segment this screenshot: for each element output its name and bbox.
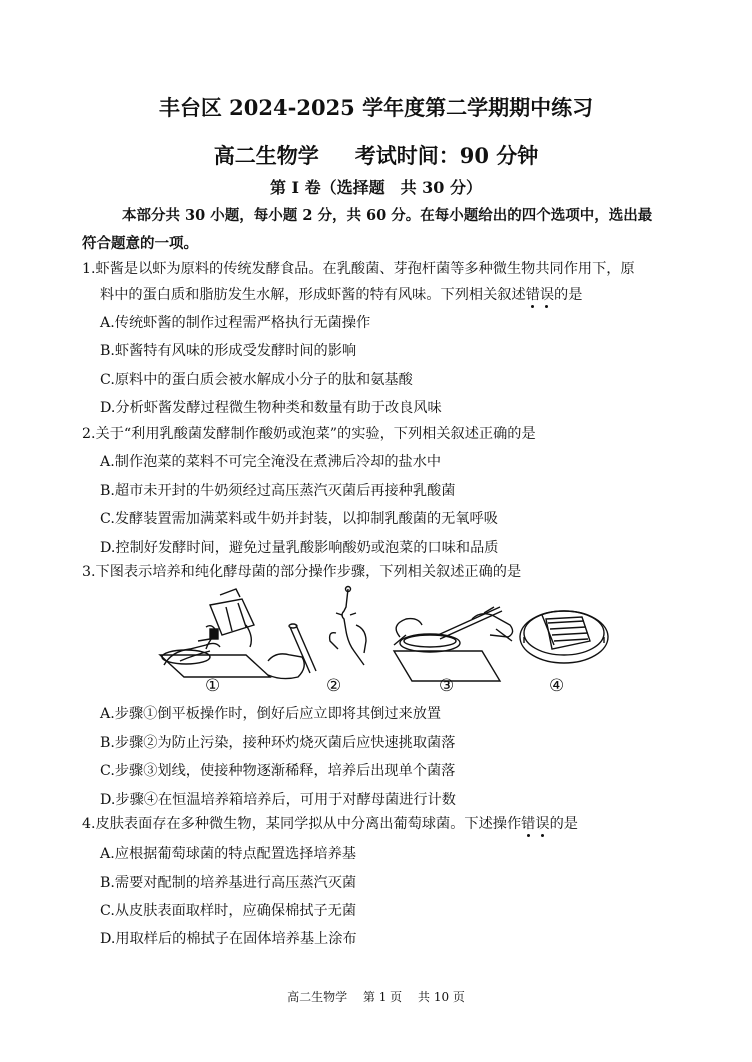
emphasis-char: 错 bbox=[521, 816, 536, 832]
question-3-option-a: A.步骤①倒平板操作时，倒好后应立即将其倒过来放置 bbox=[100, 706, 442, 722]
question-2-option-a: A.制作泡菜的菜料不可完全淹没在煮沸后冷却的盐水中 bbox=[100, 454, 442, 470]
stem-text: 4.皮肤表面存在多种微生物，某同学拟从中分离出葡萄球菌。下述操作 bbox=[82, 816, 522, 832]
exam-subtitle bbox=[0, 140, 752, 170]
footer-page-number: 第 1 页 bbox=[362, 990, 403, 1004]
question-1-stem-line-2 bbox=[100, 285, 582, 305]
question-3-option-d: D.步骤④在恒温培养箱培养后，可用于对酵母菌进行计数 bbox=[100, 792, 456, 808]
figure-label-3: ③ bbox=[439, 676, 455, 696]
figure-label-1: ① bbox=[205, 676, 221, 696]
question-1-option-d: D.分析虾酱发酵过程微生物种类和数量有助于改良风味 bbox=[100, 400, 442, 416]
section-heading: 第 I 卷（选择题 共 30 分） bbox=[269, 178, 483, 197]
footer-total-pages: 共 10 页 bbox=[418, 990, 465, 1004]
instructions-line-2: 符合题意的一项。 bbox=[82, 235, 198, 252]
question-4-option-c: C.从皮肤表面取样时，应确保棉拭子无菌 bbox=[100, 903, 357, 919]
question-4-option-b: B.需要对配制的培养基进行高压蒸汽灭菌 bbox=[100, 875, 357, 891]
exam-title: 丰台区 2024-2025 学年度第二学期期中练习 bbox=[158, 95, 594, 120]
figure-label-2: ② bbox=[326, 676, 342, 696]
figure-label-4: ④ bbox=[549, 676, 565, 696]
inoculating-loop-illustration bbox=[268, 587, 366, 679]
question-1-option-a: A.传统虾酱的制作过程需严格执行无菌操作 bbox=[100, 315, 371, 331]
question-4-option-d: D.用取样后的棉拭子在固体培养基上涂布 bbox=[100, 931, 357, 947]
pour-plate-illustration bbox=[160, 589, 270, 677]
question-2-stem: 2.关于“利用乳酸菌发酵制作酸奶或泡菜”的实验，下列相关叙述正确的是 bbox=[82, 426, 536, 442]
subject-label: 高二生物学 bbox=[213, 143, 319, 168]
emphasis-char: 误 bbox=[535, 816, 550, 832]
instructions-line-1: 本部分共 30 小题，每小题 2 分，共 60 分。在每小题给出的四个选项中，选出最 bbox=[122, 207, 653, 224]
question-4-option-a: A.应根据葡萄球菌的特点配置选择培养基 bbox=[100, 846, 356, 862]
section-instructions bbox=[82, 202, 682, 258]
footer-subject: 高二生物学 bbox=[287, 990, 348, 1004]
question-1-option-b: B.虾酱特有风味的形成受发酵时间的影响 bbox=[100, 343, 357, 359]
question-2-option-b: B.超市未开封的牛奶须经过高压蒸汽灭菌后再接种乳酸菌 bbox=[100, 483, 456, 499]
exam-time: 考试时间：90 分钟 bbox=[354, 143, 539, 168]
question-3-stem: 3.下图表示培养和纯化酵母菌的部分操作步骤，下列相关叙述正确的是 bbox=[82, 564, 522, 580]
petri-dish-illustration bbox=[520, 611, 608, 663]
question-2-option-d: D.控制好发酵时间，避免过量乳酸影响酸奶或泡菜的口味和品质 bbox=[100, 540, 499, 556]
emphasis-char: 错 bbox=[525, 287, 540, 303]
page-footer bbox=[0, 988, 752, 1005]
question-2-option-c: C.发酵装置需加满菜料或牛奶并封装，以抑制乳酸菌的无氧呼吸 bbox=[100, 511, 498, 527]
streak-plate-illustration bbox=[394, 607, 513, 681]
question-3-option-b: B.步骤②为防止污染，接种环灼烧灭菌后应快速挑取菌落 bbox=[100, 735, 456, 751]
stem-text: 的是 bbox=[554, 287, 583, 303]
question-1-option-c: C.原料中的蛋白质会被水解成小分子的肽和氨基酸 bbox=[100, 372, 413, 388]
stem-text: 料中的蛋白质和脂肪发生水解，形成虾酱的特有风味。下列相关叙述 bbox=[100, 287, 526, 303]
question-3-option-c: C.步骤③划线，使接种物逐渐稀释，培养后出现单个菌落 bbox=[100, 763, 456, 779]
question-1-stem-line-1: 1.虾酱是以虾为原料的传统发酵食品。在乳酸菌、芽孢杆菌等多种微生物共同作用下，原 bbox=[82, 261, 635, 277]
emphasis-char: 误 bbox=[539, 287, 555, 303]
stem-text: 的是 bbox=[549, 816, 578, 832]
question-4-stem bbox=[82, 814, 578, 834]
